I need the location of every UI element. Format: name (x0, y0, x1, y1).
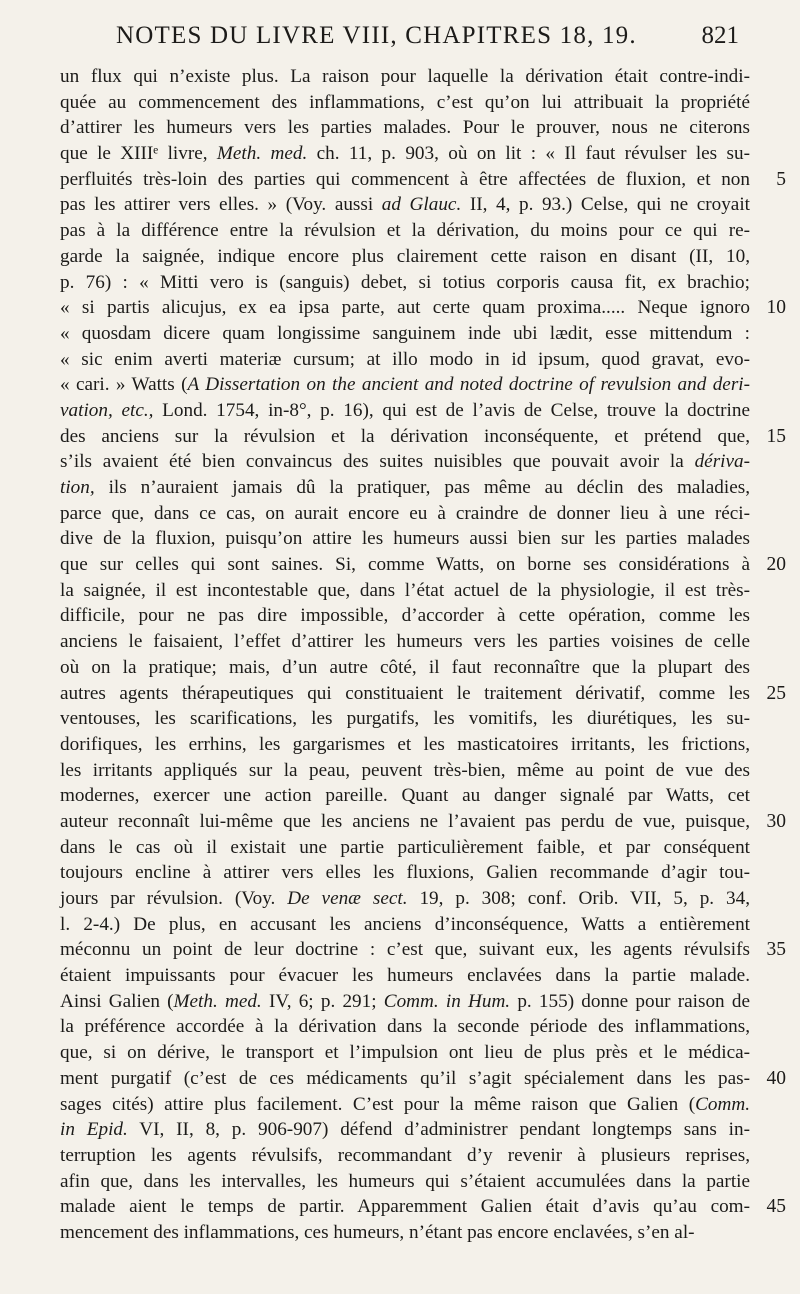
line-text (60, 912, 750, 938)
text-segment: garde la saignée, indique encore plus clairement cette raison en disant (II, 10, (60, 245, 750, 267)
line-number: 25 (766, 682, 786, 704)
line-text (60, 552, 750, 578)
italic-segment: A Dissertation on the ancient and noted doctrine of revulsion and deri- (187, 374, 751, 396)
text-segment: pas les attirer vers elles. » (Voy. aussi (60, 194, 382, 216)
text-line (0, 1169, 800, 1195)
line-text (60, 321, 750, 347)
text-segment: terruption les agents révulsifs, recommandant d’y revenir à plusieurs reprises, (60, 1144, 750, 1166)
line-text (60, 886, 750, 912)
line-number: 15 (766, 425, 786, 447)
text-segment: des anciens sur la révulsion et la dérivation inconséquente, et prétend que, (60, 425, 750, 447)
text-line (0, 90, 800, 116)
text-segment: dive de la fluxion, puisqu’on attire les humeurs aussi bien sur les parties malades (60, 528, 750, 550)
text-line (0, 347, 800, 373)
line-text (60, 64, 750, 90)
line-text (60, 1092, 750, 1118)
text-line (0, 1220, 800, 1246)
text-segment: dans le cas où il existait une partie particulièrement faible, et par conséquent (60, 836, 750, 858)
body-text (0, 64, 800, 1246)
text-line (0, 1117, 800, 1143)
text-segment: ventouses, les scarifications, les purgatifs, les vomitifs, les diurétiques, les su- (60, 708, 750, 730)
text-segment: ils n’auraient jamais dû la pratiquer, pas même au déclin des maladies, (94, 477, 750, 498)
text-line (0, 218, 800, 244)
text-line (0, 681, 800, 707)
text-segment: la préférence accordée à la dérivation dans la seconde période des inflammations, (60, 1016, 750, 1038)
line-text (60, 218, 750, 244)
text-line (0, 1040, 800, 1066)
text-line (0, 989, 800, 1015)
italic-segment: ad Glauc. (381, 194, 462, 216)
line-number: 10 (766, 297, 786, 319)
text-segment: ment purgatif (c’est de ces médicaments qu’il s’agit spécialement dans les pas- (60, 1067, 750, 1089)
text-segment: que, si on dérive, le transport et l’impulsion ont lieu de plus près et le médica- (60, 1042, 750, 1064)
text-segment: s’ils avaient été bien convaincus des suites nuisibles que pouvait avoir la (60, 451, 695, 473)
text-segment: 19, p. 308; conf. Orib. VII, 5, p. 34, (407, 888, 750, 909)
line-text (60, 706, 750, 732)
line-text (60, 989, 750, 1015)
text-line (0, 372, 800, 398)
text-line (0, 629, 800, 655)
text-segment: « si partis alicujus, ex ea ipsa parte, aut certe quam proxima..... Neque ignoro (60, 297, 750, 319)
text-line (0, 758, 800, 784)
text-line (0, 1143, 800, 1169)
italic-segment: Comm. (695, 1093, 750, 1115)
text-segment: parce que, dans ce cas, on aurait encore eu à craindre de donner lieu à une réci- (60, 502, 750, 524)
text-segment: auteur reconnaît lui-même que les anciens ne l’avaient pas perdu de vue, puisque, (60, 810, 750, 832)
line-text (60, 758, 750, 784)
text-segment: que sur celles qui sont saines. Si, comme Watts, on borne ses considérations à (60, 554, 750, 576)
italic-segment: Meth. med. (216, 143, 308, 165)
text-segment: jours par révulsion. (Voy. (60, 888, 288, 909)
text-line (0, 115, 800, 141)
text-line (0, 321, 800, 347)
text-segment: afin que, dans les intervalles, les humeurs qui s’étaient accumulées dans la partie (60, 1170, 750, 1192)
text-line (0, 1014, 800, 1040)
text-segment: anciens le faisaient, l’effet d’attirer les humeurs vers les parties voisines de celle (60, 631, 750, 653)
line-number: 5 (776, 168, 786, 190)
text-line (0, 603, 800, 629)
text-segment: toujours encline à attirer vers elles les fluxions, Galien recommande d’agir tou- (60, 862, 750, 884)
italic-segment: vation, etc., (60, 399, 154, 421)
text-segment: ch. 11, p. 903, où on lit : « Il faut révulser les su- (307, 143, 750, 165)
text-line (0, 192, 800, 218)
line-text (60, 192, 750, 218)
line-text (60, 1014, 750, 1040)
page-number: 821 (701, 22, 739, 49)
line-text (60, 1169, 750, 1195)
text-segment: quée au commencement des inflammations, c’est qu’on lui attribuait la propriété (60, 91, 750, 113)
text-line (0, 1194, 800, 1220)
page-header (0, 22, 800, 56)
line-text (60, 526, 750, 552)
text-segment: un flux qui n’existe plus. La raison pour laquelle la dérivation était contre-indi- (60, 66, 750, 87)
italic-segment: dériva- (694, 451, 750, 473)
text-line (0, 501, 800, 527)
text-segment: d’attirer les humeurs vers les parties malades. Pour le prouver, nous ne citerons (60, 117, 750, 139)
line-number: 20 (766, 554, 786, 576)
line-text (60, 449, 750, 475)
text-line (0, 270, 800, 296)
line-text (60, 629, 750, 655)
text-line (0, 860, 800, 886)
text-line (0, 295, 800, 321)
line-text (60, 655, 750, 681)
text-line (0, 783, 800, 809)
text-segment: où on la pratique; mais, d’un autre côté, il faut reconnaître que la plupart des (60, 656, 750, 678)
text-segment: « sic enim averti materiæ cursum; at illo modo in id ipsum, quod gravat, evo- (60, 348, 750, 370)
running-title: NOTES DU LIVRE VIII, CHAPITRES 18, 19. (116, 22, 637, 49)
text-segment: la saignée, il est incontestable que, dans l’état actuel de la physiologie, il est très- (60, 579, 750, 601)
text-segment: Ainsi Galien ( (60, 990, 174, 1012)
line-text (60, 1143, 750, 1169)
text-line (0, 424, 800, 450)
line-text (60, 270, 750, 296)
line-text (60, 347, 750, 373)
italic-segment: Meth. med. (173, 990, 262, 1012)
text-segment: II, 4, p. 93.) Celse, qui ne croyait (461, 194, 750, 216)
line-number: 45 (766, 1196, 786, 1218)
text-line (0, 398, 800, 424)
line-text (60, 424, 750, 450)
italic-segment: tion, (60, 477, 95, 498)
line-text (60, 860, 750, 886)
text-segment: « cari. » Watts ( (60, 374, 188, 396)
line-text (60, 963, 750, 989)
text-segment: méconnu un point de leur doctrine : c’est que, suivant eux, les agents révulsifs (60, 939, 750, 961)
italic-segment: Comm. in Hum. (383, 990, 511, 1012)
text-line (0, 141, 800, 167)
text-line (0, 64, 800, 90)
line-text (60, 90, 750, 116)
text-segment: modernes, exercer une action pareille. Quant au danger signalé par Watts, cet (60, 785, 750, 807)
text-segment: Lond. 1754, in-8°, p. 16), qui est de l’avis de Celse, trouve la doctrine (153, 399, 750, 421)
text-segment: malade aient le temps de partir. Apparemment Galien était d’avis qu’au com- (60, 1196, 750, 1218)
line-text (60, 783, 750, 809)
line-text (60, 1220, 750, 1246)
text-segment: pas à la différence entre la révulsion et la dérivation, du moins pour ce qui re- (60, 220, 750, 242)
line-number: 30 (766, 810, 786, 832)
line-number: 35 (766, 939, 786, 961)
text-line (0, 167, 800, 193)
line-text (60, 603, 750, 629)
text-segment: difficile, pour ne pas dire impossible, d’accorder à cette opération, comme les (60, 605, 750, 627)
line-text (60, 578, 750, 604)
line-text (60, 115, 750, 141)
text-line (0, 706, 800, 732)
text-segment: p. 76) : « Mitti vero is (sanguis) debet, si totius corporis causa fit, ex brachio; (60, 271, 750, 293)
line-text (60, 295, 750, 321)
text-segment: p. 155) donne pour raison de (510, 990, 750, 1012)
italic-segment: in Epid. (60, 1119, 128, 1141)
text-line (0, 578, 800, 604)
text-segment: perfluités très-loin des parties qui commencent à être affectées de fluxion, et non (60, 168, 750, 190)
text-line (0, 1066, 800, 1092)
text-line (0, 552, 800, 578)
text-segment: IV, 6; p. 291; (261, 990, 384, 1012)
text-line (0, 912, 800, 938)
line-text (60, 141, 750, 167)
text-segment: les irritants appliqués sur la peau, peuvent très-bien, même au point de vue des (60, 759, 750, 781)
line-text (60, 809, 750, 835)
line-text (60, 1194, 750, 1220)
text-segment: autres agents thérapeutiques qui constituaient le traitement dérivatif, comme les (60, 682, 750, 704)
line-text (60, 398, 750, 424)
text-segment: l. 2-4.) De plus, en accusant les anciens d’inconséquence, Watts a entièrement (60, 913, 750, 935)
text-segment: VI, II, 8, p. 906-907) défend d’administrer pendant longtemps sans in- (127, 1119, 750, 1141)
text-line (0, 732, 800, 758)
text-line (0, 937, 800, 963)
text-line (0, 526, 800, 552)
line-text (60, 1040, 750, 1066)
text-segment: que le XIIIᵉ livre, (60, 143, 217, 165)
line-text (60, 244, 750, 270)
text-line (0, 835, 800, 861)
text-line (0, 449, 800, 475)
text-line (0, 809, 800, 835)
text-line (0, 963, 800, 989)
text-segment: mencement des inflammations, ces humeurs, n’étant pas encore enclavées, s’en al- (60, 1221, 695, 1243)
text-line (0, 1092, 800, 1118)
text-line (0, 655, 800, 681)
text-segment: « quosdam dicere quam longissime sanguinem inde ubi lædit, esse mittendum : (60, 322, 750, 344)
line-text (60, 1117, 750, 1143)
line-text (60, 167, 750, 193)
text-line (0, 475, 800, 501)
text-segment: étaient impuissants pour évacuer les humeurs enclavées dans la partie malade. (60, 965, 750, 987)
line-text (60, 732, 750, 758)
text-segment: dorifiques, les errhins, les gargarismes et les masticatoires irritants, les frictions, (60, 733, 750, 755)
italic-segment: De venæ sect. (287, 888, 408, 909)
text-segment: sages cités) attire plus facilement. C’est pour la même raison que Galien ( (60, 1093, 696, 1115)
text-line (0, 886, 800, 912)
line-text (60, 937, 750, 963)
line-text (60, 835, 750, 861)
line-text (60, 372, 750, 398)
line-text (60, 475, 750, 501)
line-text (60, 1066, 750, 1092)
line-text (60, 681, 750, 707)
line-number: 40 (766, 1067, 786, 1089)
line-text (60, 501, 750, 527)
text-line (0, 244, 800, 270)
